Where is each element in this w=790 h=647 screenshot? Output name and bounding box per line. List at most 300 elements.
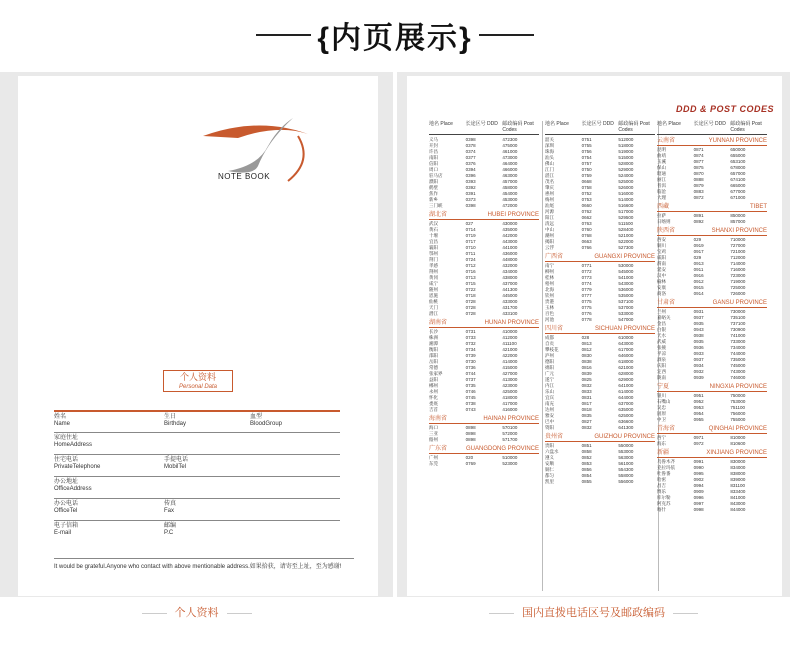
city-cell: 571700	[502, 437, 518, 442]
city-cell: 0914	[693, 291, 704, 296]
city-cell: 617000	[618, 347, 634, 352]
city-cell: 529500	[618, 215, 634, 220]
city-cell: 株洲	[429, 335, 438, 340]
personal-field-label	[164, 414, 186, 428]
city-cell: 422000	[502, 353, 518, 358]
city-cell: 0378	[465, 143, 476, 148]
city-cell: 北海	[545, 287, 554, 292]
personal-field-label	[54, 501, 78, 515]
return-note: It would be grateful.Anyone who contact with above mentionable address.如果拾获，请寄至上址，至为感谢!	[54, 558, 354, 570]
city-cell: 719000	[730, 279, 746, 284]
city-cell: 572000	[502, 431, 518, 436]
city-cell: 0825	[581, 377, 592, 382]
personal-field-label	[54, 435, 92, 449]
city-cell: 413000	[502, 377, 518, 382]
city-cell: 0756	[581, 149, 592, 154]
city-cell: 0755	[581, 143, 592, 148]
city-cell: 铜川	[657, 243, 666, 248]
city-cell: 423000	[502, 383, 518, 388]
city-cell: 0919	[693, 243, 704, 248]
city-cell: 开封	[429, 143, 438, 148]
city-cell: 孝感	[429, 263, 438, 268]
city-cell: 阿克苏	[657, 501, 671, 506]
city-cell: 临沧	[657, 189, 666, 194]
city-cell: 安康	[657, 285, 666, 290]
city-row	[657, 441, 767, 447]
city-cell: 0912	[693, 279, 704, 284]
field-label-cn: 传真	[164, 501, 177, 507]
city-cell: 0663	[581, 239, 592, 244]
city-cell: 0832	[581, 425, 592, 430]
city-cell: 844000	[730, 507, 746, 512]
personal-field-row	[54, 454, 340, 476]
city-cell: 潜江	[429, 311, 438, 316]
city-cell: 0377	[465, 155, 476, 160]
city-cell: 常德	[429, 365, 438, 370]
column-divider	[542, 121, 543, 591]
city-cell: 753000	[730, 399, 746, 404]
city-cell: 473000	[502, 155, 518, 160]
city-cell: 523000	[502, 461, 518, 466]
city-cell: 635000	[618, 407, 634, 412]
field-label-cn: 电子信箱	[54, 523, 79, 529]
field-label-en: MobilTel	[164, 464, 187, 470]
city-cell: 庆阳	[657, 363, 666, 368]
city-cell: 三亚	[429, 431, 438, 436]
city-cell: 绵阳	[545, 365, 554, 370]
city-cell: 揭阳	[545, 239, 554, 244]
column-header-label: 长途区号 DDD	[581, 121, 614, 127]
city-cell: 乌鲁木齐	[657, 459, 675, 464]
city-cell: 528000	[618, 161, 634, 166]
personal-field-row	[54, 432, 340, 454]
field-label-cn: 家庭住址	[54, 435, 79, 441]
city-cell: 保山	[657, 165, 666, 170]
city-cell: 454000	[502, 191, 518, 196]
field-label-en: OfficeTel	[54, 508, 78, 514]
city-cell: 472000	[502, 203, 518, 208]
city-cell: 628000	[618, 371, 634, 376]
city-cell: 吴忠	[657, 405, 666, 410]
city-cell: 肇庆	[545, 185, 554, 190]
city-cell: 茂名	[545, 179, 554, 184]
city-cell: 466000	[502, 167, 518, 172]
city-cell: 长沙	[429, 329, 438, 334]
city-cell: 421000	[502, 347, 518, 352]
city-cell: 都匀	[545, 473, 554, 478]
province-name-en: HAINAN PROVINCE	[483, 416, 539, 422]
city-cell: 衡阳	[429, 347, 438, 352]
city-cell: 0760	[581, 227, 592, 232]
personal-field-label	[164, 523, 176, 537]
city-cell: 0915	[693, 285, 704, 290]
city-cell: 固原	[657, 411, 666, 416]
city-cell: 0996	[693, 495, 704, 500]
city-cell: 512000	[618, 137, 634, 142]
city-cell: 516600	[618, 203, 634, 208]
city-cell: 475000	[502, 143, 518, 148]
city-cell: 547000	[618, 317, 634, 322]
city-cell: 0722	[465, 287, 476, 292]
city-cell: 545000	[618, 269, 634, 274]
city-cell: 达州	[545, 407, 554, 412]
city-cell: 0733	[465, 335, 476, 340]
city-row	[429, 407, 539, 413]
city-cell: 荆州	[429, 269, 438, 274]
city-cell: 0775	[581, 299, 592, 304]
city-row	[545, 479, 655, 485]
city-cell: 527300	[618, 245, 634, 250]
city-cell: 730000	[730, 309, 746, 314]
province-name-cn: 四川省	[545, 326, 564, 332]
city-cell: 延安	[657, 267, 666, 272]
province-name-cn: 西藏	[657, 204, 670, 210]
city-cell: 0872	[693, 195, 704, 200]
city-cell: 0710	[465, 245, 476, 250]
province-name-cn: 广西省	[545, 254, 564, 260]
city-cell: 0766	[581, 245, 592, 250]
province-name-en: QINGHAI PROVINCE	[708, 426, 767, 432]
caption-personal-data	[0, 604, 393, 620]
city-cell: 442000	[502, 233, 518, 238]
city-cell: 0817	[581, 401, 592, 406]
city-cell: 0769	[465, 461, 476, 466]
province-name-cn: 宁夏	[657, 384, 670, 390]
province-name-cn: 湖南省	[429, 320, 448, 326]
city-cell: 0913	[693, 261, 704, 266]
city-cell: 湘潭	[429, 341, 438, 346]
city-cell: 嘉峪关	[657, 315, 671, 320]
city-cell: 哈密	[657, 477, 666, 482]
city-cell: 518000	[618, 143, 634, 148]
column-header-label: 长途区号 DDD	[693, 121, 726, 127]
city-cell: 0774	[581, 281, 592, 286]
city-cell: 宝鸡	[657, 249, 666, 254]
city-cell: 522000	[618, 239, 634, 244]
province-name-en: HUBEI PROVINCE	[487, 212, 539, 218]
city-cell: 515000	[618, 155, 634, 160]
city-cell: 561000	[618, 461, 634, 466]
city-cell: 拉萨	[657, 213, 666, 218]
city-cell: 贵港	[545, 299, 554, 304]
city-cell: 汕头	[545, 155, 554, 160]
city-cell: 0373	[465, 197, 476, 202]
city-cell: 儋州	[429, 437, 438, 442]
city-cell: 0875	[693, 165, 704, 170]
province-name-cn: 湖北省	[429, 212, 448, 218]
city-cell: 南宁	[545, 263, 554, 268]
province-name-cn: 贵州省	[545, 434, 564, 440]
city-cell: 德阳	[545, 359, 554, 364]
city-cell: 0731	[465, 329, 476, 334]
city-row	[545, 425, 655, 431]
city-cell: 0762	[581, 209, 592, 214]
city-cell: 佛山	[545, 161, 554, 166]
caption-personal-data-text: 个人资料	[174, 607, 219, 619]
city-cell: 博乐	[657, 489, 666, 494]
city-cell: 清远	[545, 221, 554, 226]
left-preview-panel	[0, 72, 393, 597]
city-cell: 咸宁	[429, 281, 438, 286]
province-name-en: NINGXIA PROVINCE	[709, 384, 767, 390]
city-cell: 553000	[618, 449, 634, 454]
city-cell: 义马	[429, 137, 438, 142]
city-cell: 430000	[502, 221, 518, 226]
city-row	[545, 317, 655, 323]
field-label-cn: 办公地址	[54, 479, 79, 485]
city-cell: 0778	[581, 317, 592, 322]
province-heading	[545, 325, 655, 334]
city-cell: 0998	[693, 507, 704, 512]
city-cell: 417000	[502, 401, 518, 406]
city-cell: 751100	[730, 405, 746, 410]
city-cell: 0736	[465, 365, 476, 370]
personal-field-label	[164, 501, 176, 515]
city-cell: 528400	[618, 227, 634, 232]
city-cell: 0830	[581, 353, 592, 358]
personal-field-row	[54, 520, 340, 542]
city-cell: 玉林	[545, 305, 554, 310]
city-cell: 西安	[657, 237, 666, 242]
city-cell: 830000	[730, 459, 746, 464]
city-cell: 0732	[465, 341, 476, 346]
city-cell: 525000	[618, 179, 634, 184]
city-cell: 0852	[581, 455, 592, 460]
city-cell: 0911	[693, 267, 704, 272]
field-label-en: P.C	[164, 530, 174, 536]
city-cell: 0668	[581, 179, 592, 184]
city-cell: 遂宁	[545, 377, 554, 382]
city-cell: 441000	[502, 245, 518, 250]
province-heading	[657, 227, 767, 236]
field-label-en: OfficeAddress	[54, 486, 92, 492]
city-row	[429, 203, 539, 209]
city-cell: 610000	[618, 335, 634, 340]
city-cell: 喀什	[657, 507, 666, 512]
city-cell: 756000	[730, 411, 746, 416]
ddd-title: DDD & POST CODES	[675, 104, 774, 114]
city-cell: 海口	[429, 425, 438, 430]
city-cell: 内江	[545, 383, 554, 388]
city-cell: 838000	[730, 471, 746, 476]
city-cell: 天水	[657, 333, 666, 338]
city-cell: 432000	[502, 263, 518, 268]
city-cell: 621000	[618, 365, 634, 370]
city-cell: 415000	[502, 365, 518, 370]
city-cell: 0943	[693, 327, 704, 332]
city-cell: 743000	[730, 369, 746, 374]
city-cell: 南阳	[429, 155, 438, 160]
province-name-en: SICHUAN PROVINCE	[594, 326, 655, 332]
city-cell: 阳江	[545, 215, 554, 220]
city-cell: 0394	[465, 167, 476, 172]
city-cell: 焦作	[429, 191, 438, 196]
city-cell: 0854	[581, 473, 592, 478]
city-cell: 益阳	[429, 377, 438, 382]
column-header-label: 邮政编码 Post Codes	[618, 121, 650, 133]
city-cell: 0662	[581, 215, 592, 220]
city-cell: 潮州	[545, 233, 554, 238]
city-cell: 537000	[618, 305, 634, 310]
city-cell: 418000	[502, 395, 518, 400]
city-cell: 宜昌	[429, 239, 438, 244]
city-cell: 536000	[618, 287, 634, 292]
city-cell: 464000	[502, 161, 518, 166]
city-cell: 0932	[693, 369, 704, 374]
field-label-cn: 生日	[164, 414, 177, 420]
city-cell: 陇南	[657, 375, 666, 380]
city-cell: 0902	[693, 477, 704, 482]
province-name-en: XINJIANG PROVINCE	[706, 450, 767, 456]
province-name-cn: 陕西省	[657, 228, 676, 234]
city-cell: 0391	[465, 191, 476, 196]
city-cell: 汕尾	[545, 203, 554, 208]
personal-field-label	[164, 457, 188, 471]
city-cell: 755000	[730, 417, 746, 422]
city-cell: 0883	[693, 189, 704, 194]
city-cell: 大理	[657, 195, 666, 200]
city-cell: 昌吉	[657, 483, 666, 488]
city-cell: 714000	[730, 261, 746, 266]
column-header-label: 地名 Place	[657, 121, 681, 127]
city-row	[657, 375, 767, 381]
city-cell: 414000	[502, 359, 518, 364]
city-cell: 天门	[429, 305, 438, 310]
city-cell: 0398	[465, 203, 476, 208]
city-cell: 020	[465, 455, 474, 460]
city-row	[657, 507, 767, 513]
city-cell: 惠州	[545, 191, 554, 196]
city-cell: 529000	[618, 167, 634, 172]
field-label-cn: 办公电话	[54, 501, 79, 507]
city-cell: 833400	[730, 489, 746, 494]
city-cell: 745000	[730, 363, 746, 368]
city-cell: 吐鲁番	[657, 471, 671, 476]
city-cell: 海东	[657, 441, 666, 446]
city-cell: 427000	[502, 371, 518, 376]
city-cell: 吉首	[429, 407, 438, 412]
column-header-label: 地名 Place	[545, 121, 569, 127]
city-cell: 十堰	[429, 233, 438, 238]
city-cell: 730900	[730, 327, 746, 332]
city-cell: 0768	[581, 233, 592, 238]
city-cell: 渭南	[657, 261, 666, 266]
city-cell: 457000	[502, 179, 518, 184]
city-cell: 650000	[730, 147, 746, 152]
city-cell: 0839	[581, 371, 592, 376]
province-heading	[429, 211, 539, 220]
province-heading	[657, 449, 767, 458]
city-cell: 兰州	[657, 309, 666, 314]
city-cell: 榆林	[657, 279, 666, 284]
city-cell: 0851	[581, 443, 592, 448]
city-row	[657, 417, 767, 423]
city-cell: 0816	[581, 365, 592, 370]
city-cell: 0757	[581, 161, 592, 166]
city-cell: 0954	[693, 411, 704, 416]
city-cell: 0717	[465, 239, 476, 244]
city-cell: 石嘴山	[657, 399, 671, 404]
city-cell: 黄冈	[429, 275, 438, 280]
province-heading	[657, 203, 767, 212]
city-cell: 周口	[429, 167, 438, 172]
province-name-cn: 云南省	[657, 138, 676, 144]
city-cell: 0716	[465, 269, 476, 274]
city-cell: 0951	[693, 393, 704, 398]
city-cell: 0874	[693, 153, 704, 158]
city-cell: 625000	[618, 413, 634, 418]
city-cell: 438000	[502, 275, 518, 280]
city-cell: 436000	[502, 251, 518, 256]
city-cell: 0892	[693, 219, 704, 224]
city-cell: 铜仁	[545, 467, 554, 472]
city-cell: 0750	[581, 167, 592, 172]
city-cell: 曲靖	[657, 153, 666, 158]
city-cell: 武威	[657, 339, 666, 344]
ddd-column	[657, 121, 767, 513]
city-cell: 445000	[502, 293, 518, 298]
city-cell: 邵阳	[429, 353, 438, 358]
city-cell: 0916	[693, 273, 704, 278]
city-cell: 恩施	[429, 293, 438, 298]
city-cell: 0777	[581, 293, 592, 298]
city-cell: 735000	[730, 357, 746, 362]
city-cell: 726000	[730, 291, 746, 296]
city-cell: 618000	[618, 359, 634, 364]
city-cell: 519000	[618, 149, 634, 154]
city-cell: 521000	[618, 233, 634, 238]
city-row	[657, 219, 767, 225]
city-cell: 0870	[693, 171, 704, 176]
city-cell: 普洱	[657, 183, 666, 188]
city-cell: 0730	[465, 359, 476, 364]
city-cell: 0818	[581, 407, 592, 412]
city-cell: 0858	[581, 449, 592, 454]
city-cell: 0832	[581, 383, 592, 388]
city-cell: 0712	[465, 263, 476, 268]
city-cell: 0898	[465, 425, 476, 430]
city-cell: 克拉玛依	[657, 465, 675, 470]
city-cell: 0871	[693, 147, 704, 152]
city-cell: 0776	[581, 311, 592, 316]
city-cell: 许昌	[429, 149, 438, 154]
city-cell: 0743	[465, 407, 476, 412]
province-name-en: GANSU PROVINCE	[712, 300, 767, 306]
city-cell: 深圳	[545, 143, 554, 148]
city-cell: 0746	[465, 389, 476, 394]
personal-field-row	[54, 410, 340, 432]
province-heading	[429, 319, 539, 328]
city-cell: 0877	[693, 159, 704, 164]
city-cell: 463000	[502, 173, 518, 178]
ddd-post-codes-page	[407, 76, 782, 596]
city-cell: 咸阳	[657, 255, 666, 260]
city-cell: 0775	[581, 305, 592, 310]
city-cell: 酒泉	[657, 357, 666, 362]
city-cell: 0753	[581, 197, 592, 202]
city-cell: 0909	[693, 489, 704, 494]
ddd-column-header	[545, 121, 655, 135]
personal-field-label	[250, 414, 282, 428]
city-cell: 0938	[693, 333, 704, 338]
city-cell: 泸州	[545, 353, 554, 358]
city-cell: 河池	[545, 317, 554, 322]
city-cell: 0888	[693, 177, 704, 182]
city-cell: 556000	[618, 479, 634, 484]
city-cell: 银川	[657, 393, 666, 398]
city-cell: 0719	[465, 233, 476, 238]
city-cell: 636600	[618, 419, 634, 424]
